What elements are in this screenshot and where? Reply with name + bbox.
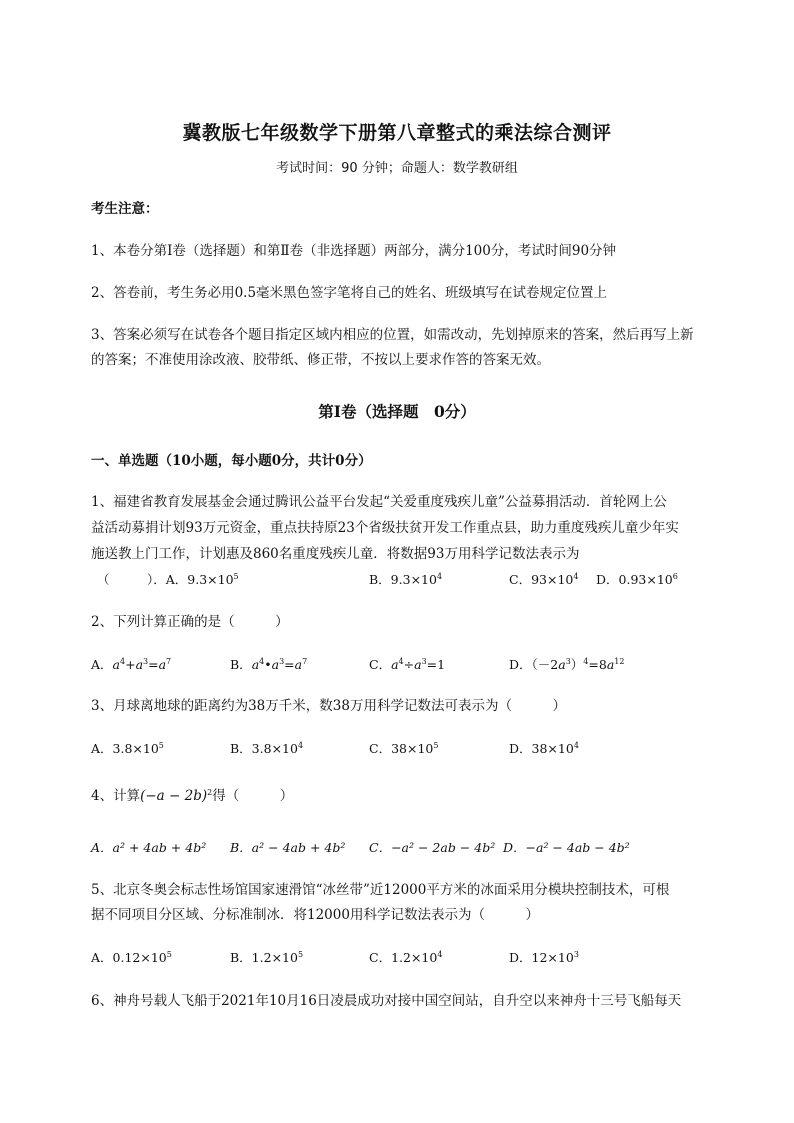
- question-3-option-d: D．$38\times 10^4$: [509, 741, 579, 756]
- question-5-text: 5、北京冬奥会标志性场馆国家速滑馆“冰丝带”近12000平方米的冰面采用分模块控制技术，可根: [91, 882, 670, 898]
- question-3-text: 3、月球离地球的距离约为38万千米，数38万用科学记数法可表示为（ ）: [91, 698, 566, 714]
- notice-item: 3、答案必须写在试卷各个题目指定区域内相应的位置，如需改动，先划掉原来的答案，然后再写上新: [91, 327, 694, 343]
- question-5-option-d: D．$12\times 10^3$: [509, 950, 579, 965]
- question-4-expression: (−a − 2b): [140, 788, 208, 804]
- question-5-option-a: A．$0.12\times 10^5$: [91, 950, 172, 965]
- question-4-text: 4、计算$(-a - 2b)^2$得（ ）: [91, 788, 294, 804]
- section-title: 第Ⅰ卷（选择题 0分）: [318, 402, 476, 421]
- question-1-text: 益活动募捐计划93万元资金，重点扶持原23个省级扶贫开发工作重点县，助力重度残疾儿童少年实: [91, 520, 679, 536]
- question-2-option-b: B．$a^4•a^3=a^7$: [230, 657, 308, 672]
- part-heading: 一、单选题（10小题，每小题0分，共计0分）: [91, 453, 372, 469]
- question-3-option-a: A．$3.8\times 10^5$: [91, 741, 164, 756]
- question-5-option-c: C．$1.2\times 10^4$: [369, 950, 443, 965]
- question-1-option-c: C．$93\times 10^4$: [509, 572, 579, 587]
- question-3-option-b: B．$3.8\times 10^4$: [230, 741, 304, 756]
- question-4-option-a: A．a² + 4ab + 4b²: [91, 840, 207, 855]
- question-1-text: 施送教上门工作，计划惠及860名重度残疾儿童．将数据93万用科学记数法表示为: [91, 546, 580, 562]
- question-4-option-b: B．a² − 4ab + 4b²: [230, 840, 346, 855]
- question-1-option-b: B．$9.3\times 10^4$: [369, 572, 443, 587]
- question-2-option-c: C．$a^4\div a^3=1$: [369, 657, 446, 672]
- question-2-option-d: D．$(-2a^3)^4=8a^{12}$: [509, 657, 625, 672]
- exam-info: 考试时间：90 分钟；命题人：数学教研组: [276, 161, 518, 176]
- notice-heading: 考生注意：: [91, 201, 159, 217]
- question-1-text: 1、福建省教育发展基金会通过腾讯公益平台发起“关爱重度残疾儿童”公益募捐活动．首轮网上公: [91, 494, 667, 510]
- question-5-text: 据不同项目分区域、分标准制冰．将12000用科学记数法表示为（ ）: [91, 907, 539, 923]
- question-2-option-a: A．$a^4+a^3=a^7$: [91, 657, 172, 672]
- question-5-option-b: B．$1.2\times 10^5$: [230, 950, 304, 965]
- question-1-option-a: （ ）．A．$9.3\times 10^5$: [97, 572, 239, 587]
- question-3-option-c: C．$38\times 10^5$: [369, 741, 439, 756]
- notice-item: 2、答卷前，考生务必用0.5毫米黑色签字笔将自己的姓名、班级填写在试卷规定位置上: [91, 285, 608, 301]
- question-6-text: 6、神舟号载人飞船于2021年10月16日凌晨成功对接中国空间站，自升空以来神舟十三号飞船每天: [91, 993, 682, 1009]
- question-4-option-d: D．−a² − 4ab − 4b²: [503, 840, 630, 855]
- page-title: 冀教版七年级数学下册第八章整式的乘法综合测评: [182, 122, 612, 144]
- question-1-option-d: D．$0.93\times 10^6$: [596, 572, 678, 587]
- question-2-text: 2、下列计算正确的是（ ）: [91, 614, 289, 630]
- notice-item: 1、本卷分第Ⅰ卷（选择题）和第Ⅱ卷（非选择题）两部分，满分100分，考试时间90分钟: [91, 243, 617, 259]
- notice-item: 的答案；不准使用涂改液、胶带纸、修正带，不按以上要求作答的答案无效。: [91, 352, 550, 368]
- question-4-option-c: C．−a² − 2ab − 4b²: [369, 840, 496, 855]
